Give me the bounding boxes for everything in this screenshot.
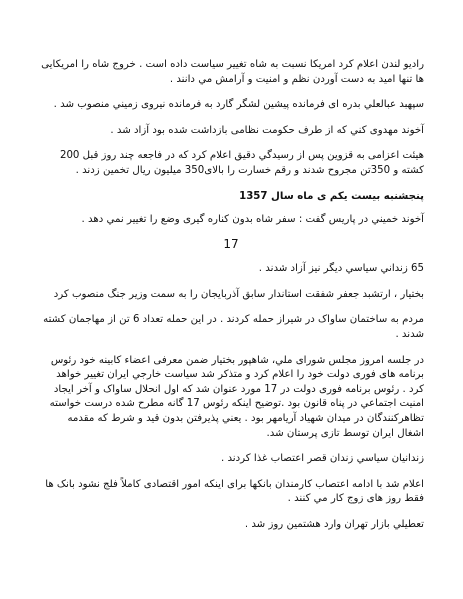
- paragraph-prisoners-released: 65 زنداني سیاسي دیگر نیز آزاد شدند .: [258, 263, 424, 275]
- paragraph-bank-strike: اعلام شد با ادامه اعتصاب کارمندان بانکها برای اینکه امور اقتصادی کاملاً فلج نشود بانک ها فقط روز های زوج کار مي کنند .: [45, 478, 424, 505]
- paragraph-khomeini-statement: آخوند خمیني در پاریس گفت : سفر شاه بدون کناره گیری وضع را تغییر نمي دهد .: [81, 213, 424, 225]
- paragraph-war-minister: بختیار ، ارتشبد جعفر شفقت استاندار سابق آذربایجان را به سمت وزیر جنگ منصوب کرد: [53, 288, 424, 300]
- paragraph-radio-london: رادیو لندن اعلام کرد امریکا نسبت به شاه تغییر سیاست داده است . خروج شاه را امریکایی ها تنها امید به دست آوردن نظم و امنیت و آرامش مي دانند .: [41, 59, 424, 85]
- paragraph-badrei-appointment: سپهبد عبالعلي بدره ای فرمانده پیشین لشگر گارد به فرمانده نیروی زمیني منصوب شد .: [53, 99, 424, 111]
- paragraph-mahdavi-kani-release: آخوند مهدوی کني که از طرف حکومت نظامی بازداشت شده بود آزاد شد .: [110, 124, 424, 136]
- paragraph-bazaar-closure: تعطیلي بازار تهران وارد هشتمین روز شد .: [244, 518, 424, 530]
- paragraph-savak-shiraz: مردم به ساختمان ساواک در شیراز حمله کردند . در این حمله تعداد 6 تن از مهاجمان کشته شدند .: [43, 314, 424, 340]
- date-heading: پنجشنبه بیست یکم ی ماه سال 1357: [239, 190, 424, 202]
- page-number: 17: [223, 237, 239, 252]
- paragraph-qazvin-report: هیئت اعزامی به قزوین پس از رسیدگي دقیق اعلام کرد که در فاجعه چند روز قبل 200 کشته و 350تن مجروح شدند و رقم خسارت را بالای350 میلیون ریال تخمین زدند .: [59, 150, 424, 176]
- paragraph-hunger-strike: زندانیان سیاسي زندان قصر اعتصاب غذا کردند .: [220, 453, 424, 465]
- document-page: [38, 58, 424, 543]
- paragraph-bakhtiar-program: در جلسه امروز مجلس شورای ملي، شاهپور بختیار ضمن معرفی اعضاء کابینه خود رئوس برنامه های فوری دولت خود را اعلام کرد و متذکر شد سیاست خارجي ایران تغییر خواهد کرد . رئوس برنامه فوری دولت در 17 مورد عنوان شد که اول انحلال ساواک و آخر ایجاد امنیت اجتماعي در پناه قانون بود .توضیح اینکه رئوس 17 گانه مطرح شده درست خواسته تظاهرکنندگان در میدان شهیاد آریامهر بود . یعني پذیرفتن بدون قید و شرط که مقدمه اشغال ایران توسط تازی پرستان شد.: [49, 354, 424, 439]
